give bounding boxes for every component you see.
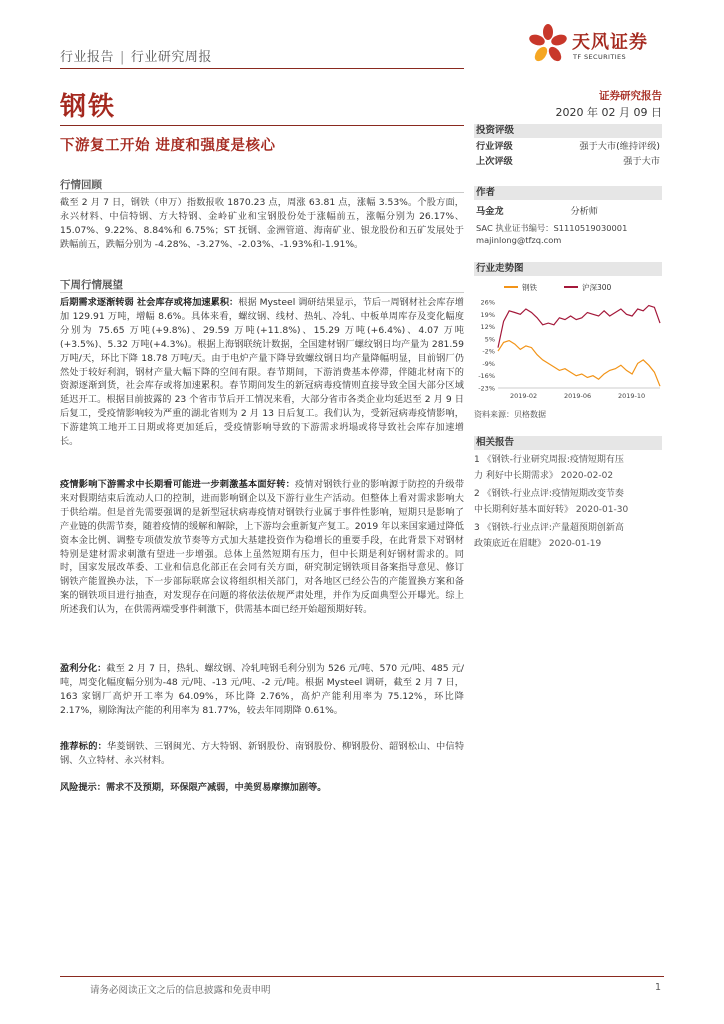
footer-disclaimer[interactable]: 请务必阅读正文之后的信息披露和免责申明 [90, 985, 271, 996]
brand-name-en: TF SECURITIES [573, 53, 627, 61]
series-line-hs300 [498, 306, 660, 348]
related-report-title-1: 2 《钢铁-行业点评:疫情短期改变节奏 [474, 489, 624, 499]
section-heading-outlook: 下周行情展望 [60, 279, 123, 291]
series-line-steel [498, 341, 660, 387]
section-divider [60, 192, 464, 193]
y-tick-label: 5% [484, 335, 495, 344]
related-report-date: 2020-01-30 [575, 505, 629, 516]
category-separator: | [120, 50, 125, 65]
author-row [474, 205, 662, 219]
author-name: 马金龙 [476, 206, 504, 217]
market-review-text: 截至 2 月 7 日，钢铁（申万）指数报收 1870.23 点，周涨 63.81 点，涨幅 3.53%。个股方面，永兴材料、中信特钢、方大特钢、金岭矿业和宝钢股份处于涨幅前五，涨幅分别为 26.17%、15.07%、9.22%、8.84%和 6.75%；ST 抚钢、金洲管道、海南矿业、银龙股份和五矿发展处于跌幅前五，跌幅分别为 -4.28%、-3.27%、-2.03%、-1.93%和-1.91%。 [60, 197, 464, 250]
outlook-paragraph-1 [60, 296, 464, 449]
chart-source: 资料来源：贝格数据 [474, 410, 546, 419]
related-report-title-1: 1 《钢铁-行业研究周报:疫情短期有压 [474, 455, 624, 465]
rating-value: 强于大市 [623, 156, 660, 167]
brand-name: 天风证券 [572, 32, 648, 53]
document-type: 证券研究报告 [599, 90, 662, 102]
outlook-paragraph-4 [60, 740, 464, 768]
y-tick-label: 26% [480, 298, 495, 307]
y-tick-label: -9% [482, 359, 495, 368]
related-report-date: 2020-02-02 [560, 471, 614, 482]
paragraph-lead: 风险提示： [60, 782, 106, 793]
paragraph-lead: 盈利分化： [60, 663, 107, 674]
paragraph-body: 截至 2 月 7 日，热轧、螺纹钢、冷轧吨钢毛利分别为 526 元/吨、570 元/吨、485 元/吨，周变化幅度幅分别为-48 元/吨、-13 元/吨、-2 元/吨。根据 Mysteel 调研，截至 2 月 7 日，163 家钢厂高炉开工率为 64.09%，环比降 2.76%，高炉产能利用率为 75.12%，环比降 2.17%，剔除淘汰产能的利用率为 81.77%，较去年同期降 0.61%。 [60, 663, 464, 716]
related-report-item[interactable] [474, 486, 666, 519]
rating-key: 行业评级 [476, 141, 513, 152]
sector-title: 钢铁 [60, 92, 117, 122]
rating-value: 强于大市(维持评级) [579, 141, 660, 152]
footer-divider [60, 976, 664, 977]
author-email[interactable]: majinlong@tfzq.com [476, 235, 562, 245]
related-report-date: 2020-01-19 [548, 539, 602, 550]
related-report-title-2: 力 利好中长期需求》 [474, 471, 558, 482]
paragraph-body: 需求不及预期，环保限产减弱，中美贸易摩擦加剧等。 [105, 782, 327, 793]
paragraph-lead: 推荐标的： [60, 741, 108, 752]
category-label: 行业报告 [60, 50, 115, 65]
related-report-title-2: 中长期利好基本面好转》 [474, 505, 574, 516]
author-role: 分析师 [570, 206, 598, 217]
author-license: SAC 执业证书编号：S1110519030001 [476, 223, 628, 233]
related-report-title-1: 3 《钢铁-行业点评:产量超预期创新高 [474, 523, 624, 533]
related-report-title-2: 政策底近在眉睫》 [474, 539, 547, 550]
author-heading: 作者 [474, 186, 662, 200]
document-date: 2020 年 02 月 09 日 [555, 106, 662, 119]
y-tick-label: 12% [480, 323, 495, 332]
x-tick-label: 2019-02 [510, 392, 538, 400]
y-tick-label: -2% [482, 347, 495, 356]
paragraph-body: 疫情对钢铁行业的影响源于防控的升级带来对假期结束后流动人口的控制，进而影响钢企以及下游行业生产活动。但整体上看对需求影响大于供给端。但是首先需要强调的是新型冠状病毒疫情对钢铁行业属于事件性影响，短期只是影响了产业链的供需节奏，随着疫情的缓解和解除，上下游均会重新复产复工。2019 年以来国家通过降低资本金比例、调整专项债发放节奏等方式加大基建投资作为稳增长的重要手段，在此背景下对钢材特别是建材需求刺激有望进一步增强。总体上虽然短期有压力，但中长期是利好钢材需求的。同时，国家发展改革委、工业和信息化部正在会同有关方面，研究制定钢铁项目备案指导意见、修订钢铁产能置换办法，下一步部际联席会议将组织相关部门，对各地区已经公告的产能置换方案和备案的钢铁项目进行抽查，对发现存在问题的将依法依规严肃处理，并作为反面典型公开曝光。综上所述我们认为，在供需两端受事件刺激下，供需基本面已经开始超预期好转。 [60, 479, 465, 616]
title-divider [60, 125, 464, 126]
paragraph-body: 华菱钢铁、三钢闽光、方大特钢、新钢股份、南钢股份、柳钢股份、韶钢松山、中信特钢、久立特材、永兴材料。 [60, 741, 465, 766]
outlook-paragraph-3 [60, 662, 464, 718]
header-divider [60, 68, 464, 69]
section-divider [60, 292, 464, 293]
related-report-item[interactable] [474, 520, 666, 553]
section-heading-market-review: 行情回顾 [60, 179, 102, 191]
y-tick-label: 19% [480, 310, 495, 319]
x-tick-label: 2019-10 [618, 392, 646, 400]
x-tick-label: 2019-06 [564, 392, 592, 400]
outlook-paragraph-5 [60, 781, 464, 795]
paragraph-lead: 后期需求逐渐转弱 社会库存或将加速累积： [60, 297, 239, 308]
report-category [60, 46, 212, 65]
legend-label: 钢铁 [522, 283, 537, 292]
y-tick-label: -16% [478, 372, 495, 381]
subcategory-label: 行业研究周报 [130, 50, 212, 65]
rating-row [474, 155, 662, 169]
industry-trend-chart [474, 280, 664, 402]
report-title: 下游复工开始 进度和强度是核心 [60, 138, 276, 154]
rating-heading: 投资评级 [474, 124, 662, 138]
rating-row [474, 140, 662, 154]
related-report-item[interactable] [474, 452, 666, 485]
page-number: 1 [655, 982, 662, 993]
legend-label: 沪深300 [582, 283, 612, 292]
paragraph-body: 根据 Mysteel 调研结果显示，节后一周钢材社会库存增加 129.91 万吨，增幅 8.6%。具体来看，螺纹钢、线材、热轧、冷轧、中板单周库存及变化幅度分别为 75.65 万吨(+9.8%)、29.59 万吨(+11.8%)、15.29 万吨(+6.4%)、4.07 万吨(+3.5%)、5.32 万吨(+4.3%)。根据上海钢联统计数据，全国建材钢厂螺纹钢日均产量为 281.59 万吨/天，环比下降 18.78 万吨/天。由于电炉产量下降导致螺纹钢日均产量降幅明显，目前钢厂仍然处于较好利润，钢材产量大幅下降的空间有限。春节期间，下游消费基本停滞，伴随北材南下的资源逐渐到货，社会库存或将加速累积。春节期间发生的新冠病毒疫情则直接导致全国大部分区域延迟开工。根据目前披露的 23 个省市节后开工情况来看，大部分省市各类企业均延迟至 2 月 9 日后复工，受疫情影响较为严重的湖北省则为 2 月 13 日后复工。我们认为，受新冠病毒疫情影响，下游建筑工地开工日期或将更加延后，受疫情影响导致的下游需求坍塌或将导致社会库存加速增长。 [60, 297, 464, 448]
paragraph-lead: 疫情影响下游需求中长期看可能进一步刺激基本面好转： [60, 479, 296, 490]
y-tick-label: -23% [478, 384, 495, 393]
related-heading: 相关报告 [474, 436, 662, 450]
trend-heading: 行业走势图 [474, 262, 662, 276]
rating-key: 上次评级 [476, 156, 513, 167]
outlook-paragraph-2 [60, 478, 464, 617]
